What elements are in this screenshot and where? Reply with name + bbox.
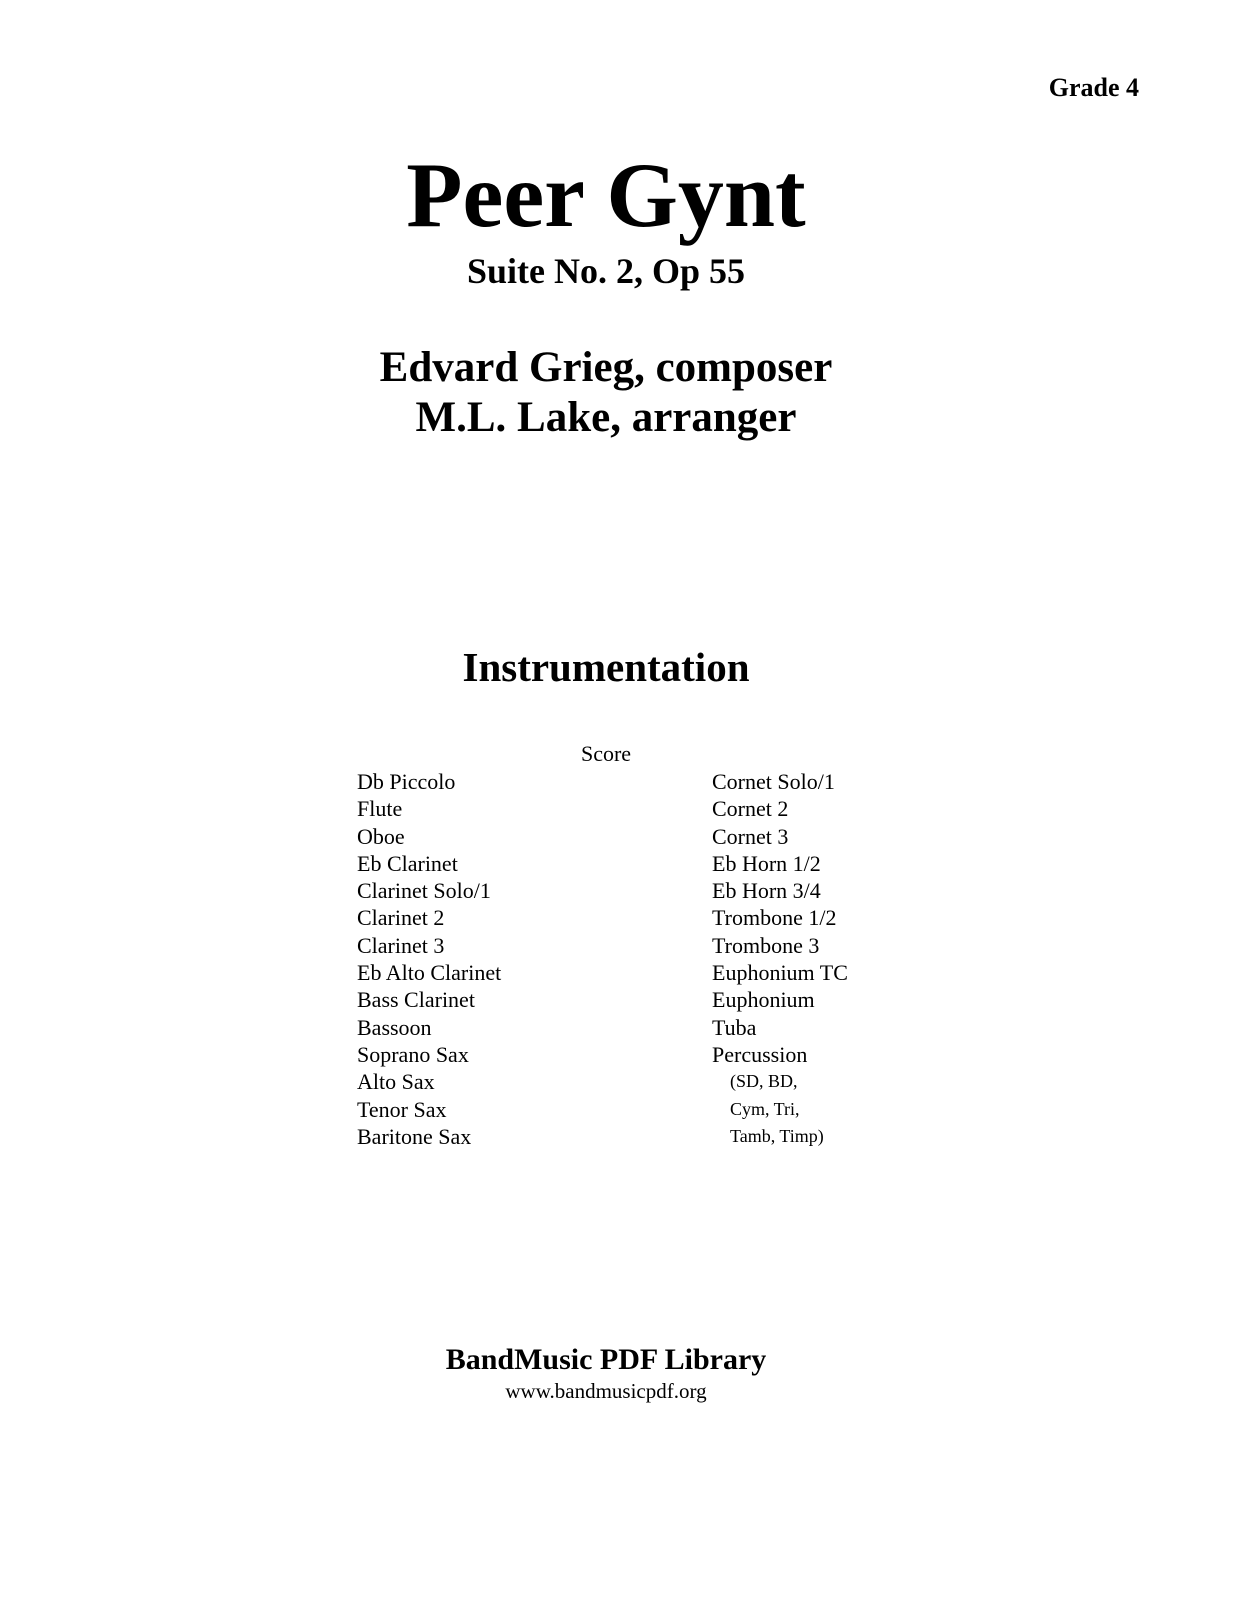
instrument-item: Euphonium	[712, 987, 815, 1013]
instrument-item: Eb Clarinet	[357, 850, 458, 876]
instrument-item: Cornet 3	[712, 823, 789, 849]
instrument-item: Percussion	[712, 1041, 808, 1067]
instrument-item: Euphonium TC	[712, 960, 848, 986]
page-title: Peer Gynt	[406, 144, 806, 246]
instrument-item: Bassoon	[357, 1014, 432, 1040]
instrument-item: Bass Clarinet	[357, 987, 475, 1013]
instrument-item: Soprano Sax	[357, 1041, 469, 1067]
instrument-item: Trombone 1/2	[712, 905, 837, 931]
instrument-item: Eb Horn 1/2	[712, 850, 821, 876]
instrument-item: Trombone 3	[712, 932, 820, 958]
library-name: BandMusic PDF Library	[445, 1343, 767, 1376]
instrument-item: Alto Sax	[357, 1069, 435, 1095]
library-url: www.bandmusicpdf.org	[505, 1379, 707, 1403]
grade-label: Grade 4	[1048, 73, 1139, 102]
instrument-item: Clarinet 2	[357, 905, 445, 931]
instrument-item: Tenor Sax	[357, 1096, 447, 1122]
instrument-item: Tuba	[712, 1014, 757, 1040]
instrument-item: Oboe	[357, 823, 405, 849]
instrument-item: Cym, Tri,	[730, 1098, 800, 1119]
arranger-credit: M.L. Lake, arranger	[415, 394, 797, 441]
instrument-item: Clarinet 3	[357, 932, 445, 958]
instrumentation-heading: Instrumentation	[462, 644, 750, 690]
instrument-list-left	[357, 768, 501, 1150]
instrument-item: Baritone Sax	[357, 1123, 472, 1149]
instrument-list-right	[712, 768, 848, 1150]
instrument-item: Tamb, Timp)	[730, 1125, 824, 1146]
instrument-item: Cornet 2	[712, 796, 789, 822]
subtitle: Suite No. 2, Op 55	[466, 251, 746, 291]
instrument-item: Eb Horn 3/4	[712, 878, 821, 904]
instrument-item: Clarinet Solo/1	[357, 878, 491, 904]
instrument-item: Cornet Solo/1	[712, 769, 835, 794]
instrument-item: Eb Alto Clarinet	[357, 960, 502, 986]
instrument-item: Db Piccolo	[357, 769, 456, 794]
composer-credit: Edvard Grieg, composer	[379, 344, 833, 391]
instrument-item: (SD, BD,	[730, 1071, 798, 1092]
score-label: Score	[580, 741, 632, 766]
instrument-item: Flute	[357, 796, 403, 822]
